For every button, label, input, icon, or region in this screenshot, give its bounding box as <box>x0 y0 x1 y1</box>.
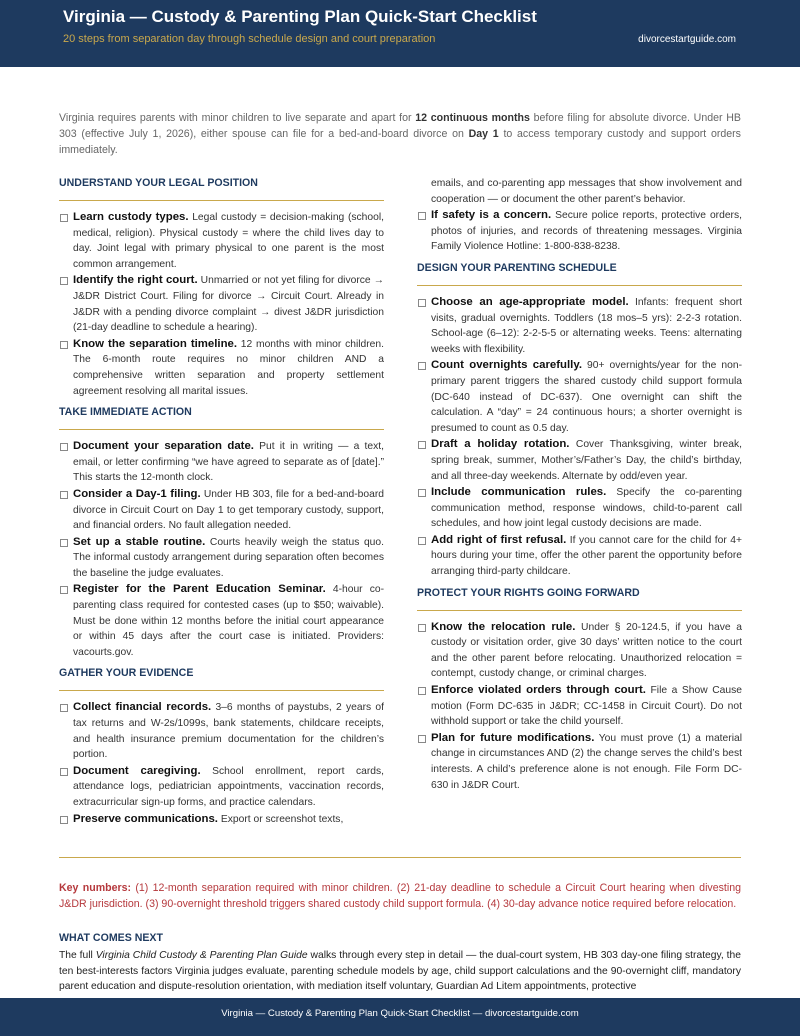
intro-text-1: Virginia requires parents with minor children to live separate and apart for <box>59 112 416 124</box>
checkbox-icon[interactable] <box>60 539 68 547</box>
checklist-item[interactable] <box>59 210 384 272</box>
checklist-item[interactable] <box>417 208 742 255</box>
item-text: Under § 20-124.5, if you have a custody or visitation order, give 30 days’ written notice to the court and the other parent before relocating. Unauthorized relocation = contempt, custody change, or criminal charges. <box>431 621 742 680</box>
checklist-item[interactable] <box>417 683 742 730</box>
item-text: File a Show Cause motion (Form DC-635 in J&DR; CC-1458 in Circuit Court). Do not withhold support or take the child yourself. <box>431 685 742 728</box>
item-label: Draft a holiday rotation. <box>431 438 570 451</box>
checklist-item[interactable] <box>417 485 742 532</box>
item-label: Collect financial records. <box>73 701 212 714</box>
item-text: Unmarried or not yet filing for divorce → J&DR District Court. Filing for divorce → Circuit Court. Already in J&DR with a pending divorce complaint → divest J&DR jurisdiction (21-day deadline to schedule a hearing). <box>73 275 384 334</box>
item-label: Identify the right court. <box>73 274 198 287</box>
intro-text-2: before filing for absolute divorce. Under HB 303 (effective July 1, 2026), either spouse can file for a bed-and-board divorce on <box>59 112 741 140</box>
item-continuation: emails, and co-parenting app messages that show involvement and cooperation — or document the other parent’s behavior. <box>431 178 742 205</box>
next-paragraph <box>59 948 741 996</box>
item-text: Specify the co-parenting communication method, response windows, child-to-parent call schedules, and how joint legal custody decisions are made. <box>431 487 742 530</box>
checklist-item[interactable] <box>59 764 384 811</box>
item-text: Cover Thanksgiving, winter break, spring break, summer, Mother’s/Father’s Day, the child’s birthday, and all three-day weekends. Alternate by odd/even year. <box>431 439 743 482</box>
item-label: Consider a Day-1 filing. <box>73 487 201 500</box>
checkbox-icon[interactable] <box>418 362 426 370</box>
item-label: Choose an age-appropriate model. <box>431 295 629 308</box>
intro-emphasis-2: Day 1 <box>468 128 499 140</box>
item-text: 90+ overnights/year for the non-primary parent triggers the shared custody child support formula (DC-640 instead of DC-637). One overnight can shift the calculation. A “day” = 24 continuous hours; a shorter overnight is presumed to count as 0.5 day. <box>431 360 742 434</box>
checklist-item[interactable] <box>59 582 384 660</box>
key-numbers-label: Key numbers: <box>59 882 132 894</box>
checkbox-icon[interactable] <box>418 537 426 545</box>
checklist-item[interactable] <box>59 439 384 486</box>
checkbox-icon[interactable] <box>60 341 68 349</box>
key-numbers <box>59 880 741 912</box>
item-label: Count overnights carefully. <box>431 359 582 372</box>
checkbox-icon[interactable] <box>60 768 68 776</box>
item-text: Under HB 303, file for a bed-and-board divorce in Circuit Court on Day 1 to get temporary custody, support, and financial orders. No fault allegation needed. <box>73 488 385 532</box>
section-heading-legal: UNDERSTAND YOUR LEGAL POSITION <box>59 176 384 201</box>
checklist-item[interactable] <box>59 700 384 762</box>
item-text: Secure police reports, protective orders, photos of injuries, and records of threatening messages. Virginia Family Violence Hotline: 1-800-838-8238. <box>431 210 742 253</box>
key-numbers-text: (1) 12-month separation required with minor children. (2) 21-day deadline to schedule a Circuit Court hearing when divesting J&DR jurisdiction. (3) 90-overnight threshold triggers shared custody child support formula. (4) 30-day advance notice required before relocation. <box>59 882 741 910</box>
left-column <box>59 176 384 828</box>
item-text: 12 months with minor children. The 6-month route requires no minor children AND a comprehensive written separation and property settlement agreement resolving all marital issues. <box>73 338 384 397</box>
item-text: Courts heavily weigh the status quo. The informal custody arrangement during separation often becomes the baseline the judge evaluates. <box>73 536 384 579</box>
checkbox-icon[interactable] <box>60 443 68 451</box>
item-label: Set up a stable routine. <box>73 535 206 548</box>
item-label: Include communication rules. <box>431 486 607 499</box>
checkbox-icon[interactable] <box>60 214 68 222</box>
next-heading: WHAT COMES NEXT <box>59 932 163 944</box>
item-label: If safety is a concern. <box>431 209 552 222</box>
item-text: Export or screenshot texts, <box>217 813 344 825</box>
checkbox-icon[interactable] <box>418 624 426 632</box>
checkbox-icon[interactable] <box>418 212 426 220</box>
checkbox-icon[interactable] <box>418 441 426 449</box>
item-label: Learn custody types. <box>73 211 189 223</box>
site-name: divorcestartguide.com <box>638 34 736 45</box>
section-heading-protect: PROTECT YOUR RIGHTS GOING FORWARD <box>417 586 742 611</box>
item-label: Add right of first refusal. <box>431 533 567 546</box>
guide-title: Virginia Child Custody & Parenting Plan Guide <box>95 950 308 961</box>
page-header <box>0 0 800 67</box>
item-text: Legal custody = decision-making (school, medical, religion). Physical custody = where the child lives day to day. Joint legal with primary physical to one parent is the most common arrangement. <box>73 212 384 270</box>
intro-paragraph <box>59 110 741 158</box>
checklist-item[interactable] <box>417 533 742 580</box>
item-text: You must prove (1) a material change in circumstances AND (2) the change serves the child’s best interests. A child’s preference alone is not enough. File Form DC-630 in J&DR Court. <box>431 732 742 791</box>
item-text: School enrollment, report cards, attendance logs, pediatrician appointments, vaccination records, extracurricular sign-up forms, and practice calendars. <box>73 765 384 808</box>
checkbox-icon[interactable] <box>418 735 426 743</box>
checklist-item[interactable] <box>59 812 384 828</box>
page-subtitle: 20 steps from separation day through schedule design and court preparation <box>63 33 436 45</box>
section-heading-action: TAKE IMMEDIATE ACTION <box>59 405 384 430</box>
item-label: Know the relocation rule. <box>431 620 576 633</box>
item-label: Know the separation timeline. <box>73 337 238 350</box>
checklist-item[interactable] <box>59 337 384 399</box>
checklist-item[interactable] <box>417 437 742 484</box>
section-heading-evidence: GATHER YOUR EVIDENCE <box>59 666 384 691</box>
section-divider <box>59 857 741 858</box>
item-text: 4-hour co-parenting class required for contested cases (up to $50; waivable). Must be done within 12 months before the initial court appearance or within 45 days after the court case is initiated. Providers: vacourts.gov. <box>73 584 384 658</box>
right-column <box>417 176 742 794</box>
checkbox-icon[interactable] <box>60 816 68 824</box>
checkbox-icon[interactable] <box>60 704 68 712</box>
item-text: If you cannot care for the child for 4+ hours during your time, offer the other parent the opportunity before arranging third-party childcare. <box>431 534 743 578</box>
section-heading-schedule: DESIGN YOUR PARENTING SCHEDULE <box>417 261 742 286</box>
checkbox-icon[interactable] <box>60 491 68 499</box>
checkbox-icon[interactable] <box>418 299 426 307</box>
checklist-item[interactable] <box>59 535 384 582</box>
item-label: Enforce violated orders through court. <box>431 684 646 697</box>
page-footer: Virginia — Custody & Parenting Plan Quick-Start Checklist — divorcestartguide.com <box>0 998 800 1036</box>
checklist-item[interactable] <box>59 487 384 534</box>
checklist-item[interactable] <box>59 273 384 335</box>
checklist-item[interactable] <box>417 620 742 682</box>
item-text: Put it in writing — a text, email, or letter confirming “we have agreed to separate as of [date].” This starts the 12-month clock. <box>73 441 384 484</box>
item-label: Register for the Parent Education Seminar. <box>73 583 326 596</box>
item-text: Infants: frequent short visits, gradual overnights. Toddlers (18 mos–5 yrs): 2-2-3 rotation. School-age (6–12): 2-2-5-5 or alternating weeks. Teens: alternating weeks with flexibility. <box>431 296 742 355</box>
item-label: Document caregiving. <box>73 764 201 777</box>
item-label: Preserve communications. <box>73 812 218 825</box>
item-text: 3–6 months of paystubs, 2 years of tax returns and W-2s/1099s, bank statements, childcare receipts, and health insurance premium documentation for the children’s portion. <box>73 702 384 761</box>
checklist-item[interactable] <box>417 731 742 793</box>
checkbox-icon[interactable] <box>418 489 426 497</box>
checklist-item[interactable] <box>417 358 742 436</box>
item-label: Document your separation date. <box>73 440 254 453</box>
checkbox-icon[interactable] <box>418 687 426 695</box>
checklist-item[interactable] <box>417 295 742 357</box>
next-text-1: The full <box>59 950 96 961</box>
next-text-2: walks through every step in detail — the dual-court system, HB 303 day-one filing strategy, the ten best-interests factors Virginia judges evaluate, parenting schedule models by age, child support calculations and the 90-overnight cliff, mandatory parent education and dispute-resolution orientation, with mediation itself voluntary, Guardian Ad Litem appointments, protective <box>59 950 741 993</box>
intro-text-3: to access temporary custody and support orders immediately. <box>59 128 741 156</box>
checkbox-icon[interactable] <box>60 586 68 594</box>
item-label: Plan for future modifications. <box>431 731 595 744</box>
checkbox-icon[interactable] <box>60 277 68 285</box>
intro-emphasis-1: 12 continuous months <box>415 112 530 124</box>
page-title: Virginia — Custody & Parenting Plan Quick-Start Checklist <box>63 7 537 26</box>
